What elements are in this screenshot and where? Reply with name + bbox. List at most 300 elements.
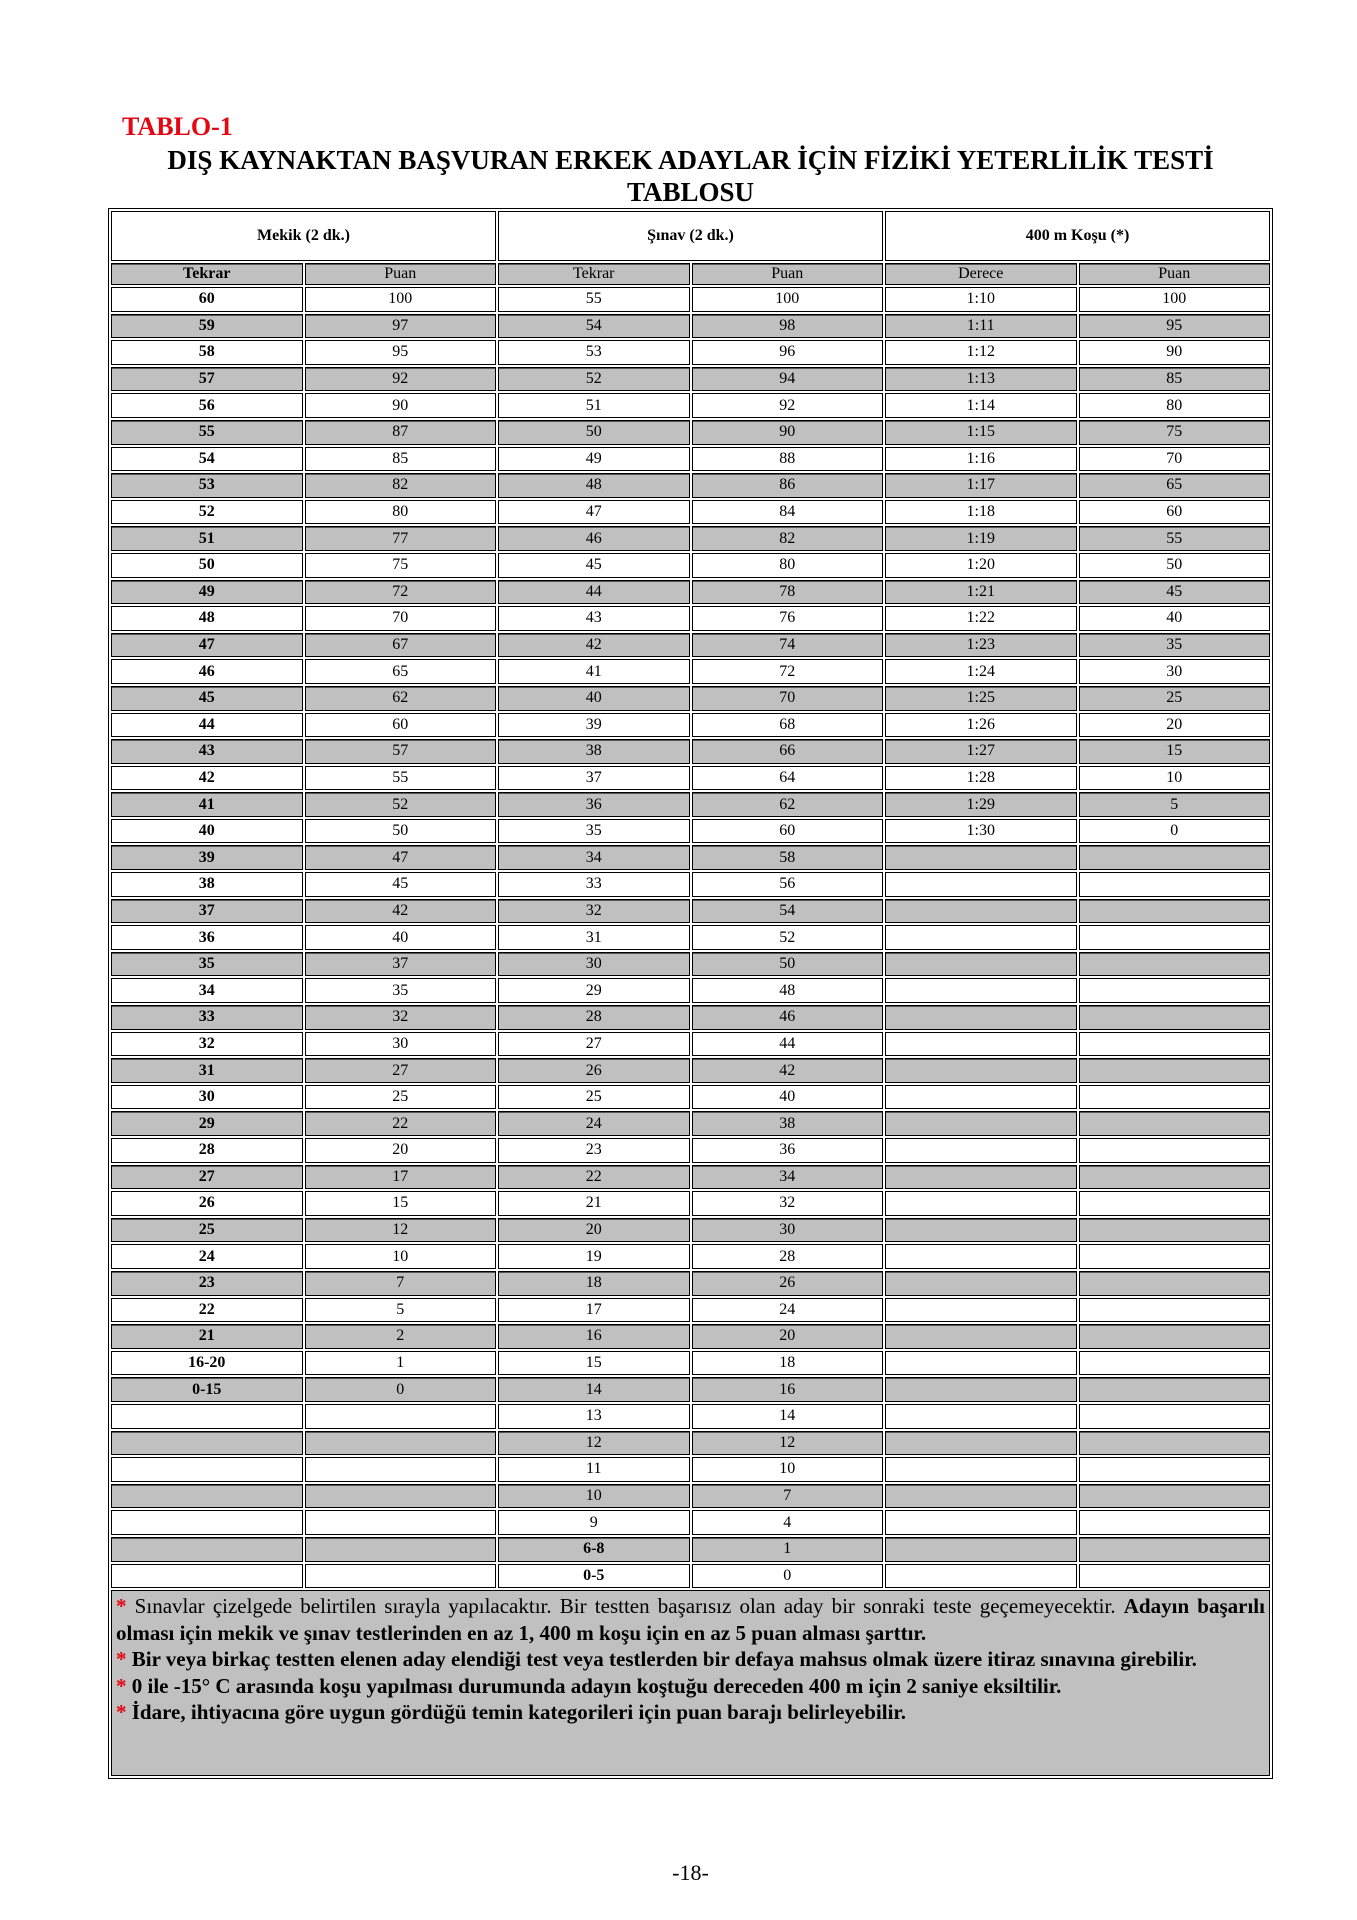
kosu-puan-cell — [1079, 925, 1271, 950]
mekik-tekrar-cell: 31 — [111, 1058, 303, 1083]
sinav-tekrar-cell: 55 — [498, 287, 690, 312]
mekik-tekrar-cell: 53 — [111, 473, 303, 498]
mekik-tekrar-cell: 55 — [111, 420, 303, 445]
sinav-tekrar-cell: 38 — [498, 739, 690, 764]
sinav-puan-cell: 48 — [692, 978, 884, 1003]
mekik-tekrar-cell: 49 — [111, 580, 303, 605]
mekik-puan-cell: 37 — [305, 952, 497, 977]
kosu-derece-cell — [885, 1351, 1077, 1376]
mekik-tekrar-cell: 26 — [111, 1191, 303, 1216]
mekik-puan-cell: 62 — [305, 686, 497, 711]
kosu-derece-cell — [885, 1431, 1077, 1456]
mekik-tekrar-cell: 33 — [111, 1005, 303, 1030]
sinav-puan-cell: 20 — [692, 1324, 884, 1349]
mekik-puan-cell — [305, 1564, 497, 1589]
kosu-puan-cell: 45 — [1079, 580, 1271, 605]
score-table-frame — [108, 208, 1273, 1779]
mekik-puan-cell: 92 — [305, 367, 497, 392]
mekik-puan-cell: 27 — [305, 1058, 497, 1083]
mekik-puan-cell: 42 — [305, 899, 497, 924]
mekik-puan-cell: 35 — [305, 978, 497, 1003]
mekik-tekrar-cell: 60 — [111, 287, 303, 312]
mekik-tekrar-cell: 25 — [111, 1218, 303, 1243]
kosu-derece-cell — [885, 1510, 1077, 1535]
kosu-puan-cell — [1079, 1058, 1271, 1083]
title-line-1: DIŞ KAYNAKTAN BAŞVURAN ERKEK ADAYLAR İÇİN FİZİKİ YETERLİLİK TESTİ — [167, 145, 1214, 175]
sinav-tekrar-cell: 50 — [498, 420, 690, 445]
sinav-tekrar-cell: 26 — [498, 1058, 690, 1083]
sinav-tekrar-cell: 9 — [498, 1510, 690, 1535]
mekik-tekrar-cell: 41 — [111, 792, 303, 817]
kosu-puan-cell: 70 — [1079, 447, 1271, 472]
kosu-derece-cell: 1:20 — [885, 553, 1077, 578]
mekik-tekrar-cell: 45 — [111, 686, 303, 711]
sinav-puan-cell: 96 — [692, 340, 884, 365]
sinav-puan-cell: 12 — [692, 1431, 884, 1456]
mekik-puan-cell: 2 — [305, 1324, 497, 1349]
kosu-derece-cell — [885, 1377, 1077, 1402]
kosu-derece-cell — [885, 952, 1077, 977]
mekik-tekrar-cell: 44 — [111, 713, 303, 738]
kosu-derece-cell — [885, 1298, 1077, 1323]
mekik-puan-cell: 97 — [305, 314, 497, 339]
sinav-tekrar-cell: 35 — [498, 819, 690, 844]
sinav-puan-cell: 80 — [692, 553, 884, 578]
kosu-puan-cell: 25 — [1079, 686, 1271, 711]
mekik-tekrar-cell: 51 — [111, 526, 303, 551]
mekik-tekrar-cell: 0-15 — [111, 1377, 303, 1402]
mekik-tekrar-cell: 39 — [111, 845, 303, 870]
kosu-puan-cell: 20 — [1079, 713, 1271, 738]
sinav-puan-cell: 34 — [692, 1165, 884, 1190]
sinav-tekrar-cell: 42 — [498, 633, 690, 658]
sinav-puan-cell: 98 — [692, 314, 884, 339]
kosu-derece-cell — [885, 872, 1077, 897]
table-label: TABLO-1 — [122, 112, 233, 141]
mekik-puan-cell: 32 — [305, 1005, 497, 1030]
mekik-puan-cell: 90 — [305, 393, 497, 418]
sinav-puan-cell: 16 — [692, 1377, 884, 1402]
sinav-puan-cell: 100 — [692, 287, 884, 312]
kosu-puan-cell: 60 — [1079, 500, 1271, 525]
mekik-tekrar-cell: 30 — [111, 1085, 303, 1110]
mekik-puan-cell — [305, 1537, 497, 1562]
mekik-puan-cell: 52 — [305, 792, 497, 817]
kosu-puan-cell — [1079, 1218, 1271, 1243]
sinav-tekrar-cell: 36 — [498, 792, 690, 817]
sinav-tekrar-cell: 23 — [498, 1138, 690, 1163]
sinav-puan-cell: 90 — [692, 420, 884, 445]
mekik-tekrar-cell — [111, 1510, 303, 1535]
sinav-tekrar-cell: 41 — [498, 659, 690, 684]
sinav-puan-cell: 74 — [692, 633, 884, 658]
kosu-puan-cell: 10 — [1079, 766, 1271, 791]
sinav-tekrar-cell: 25 — [498, 1085, 690, 1110]
mekik-puan-cell — [305, 1457, 497, 1482]
sinav-puan-cell: 24 — [692, 1298, 884, 1323]
kosu-puan-cell: 85 — [1079, 367, 1271, 392]
mekik-tekrar-cell: 40 — [111, 819, 303, 844]
sinav-puan-cell: 38 — [692, 1111, 884, 1136]
sinav-puan-cell: 10 — [692, 1457, 884, 1482]
kosu-derece-cell — [885, 1165, 1077, 1190]
sinav-tekrar-cell: 17 — [498, 1298, 690, 1323]
sinav-puan-cell: 36 — [692, 1138, 884, 1163]
mekik-puan-cell: 72 — [305, 580, 497, 605]
mekik-tekrar-cell: 32 — [111, 1032, 303, 1057]
sinav-puan-cell: 42 — [692, 1058, 884, 1083]
sinav-tekrar-cell: 49 — [498, 447, 690, 472]
mekik-puan-cell: 47 — [305, 845, 497, 870]
mekik-puan-cell: 60 — [305, 713, 497, 738]
kosu-puan-cell — [1079, 1271, 1271, 1296]
sinav-puan-cell: 86 — [692, 473, 884, 498]
kosu-puan-cell — [1079, 899, 1271, 924]
sinav-tekrar-cell: 10 — [498, 1484, 690, 1509]
kosu-derece-cell — [885, 1457, 1077, 1482]
mekik-puan-cell: 67 — [305, 633, 497, 658]
kosu-derece-cell — [885, 1244, 1077, 1269]
kosu-puan-cell: 55 — [1079, 526, 1271, 551]
sinav-tekrar-cell: 16 — [498, 1324, 690, 1349]
note-text-bold: 0 ile -15° C arasında koşu yapılması durumunda adayın koştuğu dereceden 400 m için 2 saniye eksiltilir. — [126, 1673, 1062, 1698]
kosu-derece-cell: 1:10 — [885, 287, 1077, 312]
sinav-tekrar-cell: 13 — [498, 1404, 690, 1429]
kosu-derece-cell: 1:12 — [885, 340, 1077, 365]
sinav-puan-cell: 46 — [692, 1005, 884, 1030]
asterisk-icon: * — [116, 1594, 127, 1619]
kosu-puan-cell: 30 — [1079, 659, 1271, 684]
kosu-derece-cell: 1:19 — [885, 526, 1077, 551]
kosu-derece-cell: 1:27 — [885, 739, 1077, 764]
mekik-puan-cell: 50 — [305, 819, 497, 844]
mekik-puan-cell: 65 — [305, 659, 497, 684]
sinav-puan-cell: 76 — [692, 606, 884, 631]
mekik-tekrar-cell: 37 — [111, 899, 303, 924]
kosu-puan-cell — [1079, 872, 1271, 897]
mekik-puan-cell: 40 — [305, 925, 497, 950]
kosu-derece-cell: 1:25 — [885, 686, 1077, 711]
mekik-tekrar-cell — [111, 1457, 303, 1482]
mekik-puan-cell: 10 — [305, 1244, 497, 1269]
mekik-tekrar-cell: 43 — [111, 739, 303, 764]
kosu-puan-cell — [1079, 1537, 1271, 1562]
mekik-tekrar-cell — [111, 1431, 303, 1456]
mekik-puan-cell: 57 — [305, 739, 497, 764]
kosu-puan-cell — [1079, 1564, 1271, 1589]
mekik-tekrar-cell — [111, 1404, 303, 1429]
mekik-puan-cell: 17 — [305, 1165, 497, 1190]
kosu-derece-cell — [885, 1058, 1077, 1083]
mekik-tekrar-cell: 24 — [111, 1244, 303, 1269]
note-text: Sınavlar çizelgede belirtilen sırayla yapılacaktır. Bir testten başarısız olan aday bir sonraki teste geçemeyecektir. — [126, 1594, 1124, 1619]
mekik-puan-cell: 5 — [305, 1298, 497, 1323]
kosu-puan-cell — [1079, 1111, 1271, 1136]
kosu-puan-cell: 90 — [1079, 340, 1271, 365]
sinav-puan-cell: 18 — [692, 1351, 884, 1376]
title-line-2: TABLOSU — [626, 177, 755, 207]
kosu-derece-cell: 1:30 — [885, 819, 1077, 844]
sinav-puan-cell: 52 — [692, 925, 884, 950]
asterisk-icon: * — [116, 1700, 127, 1725]
sinav-tekrar-subheader: Tekrar — [498, 263, 690, 285]
kosu-puan-cell — [1079, 845, 1271, 870]
mekik-puan-cell: 25 — [305, 1085, 497, 1110]
mekik-puan-cell: 1 — [305, 1351, 497, 1376]
mekik-tekrar-cell: 57 — [111, 367, 303, 392]
sinav-tekrar-cell: 37 — [498, 766, 690, 791]
mekik-puan-cell: 55 — [305, 766, 497, 791]
sinav-tekrar-cell: 11 — [498, 1457, 690, 1482]
mekik-puan-cell — [305, 1431, 497, 1456]
kosu-derece-cell: 1:28 — [885, 766, 1077, 791]
sinav-puan-cell: 30 — [692, 1218, 884, 1243]
score-table — [111, 211, 1270, 1588]
sinav-puan-subheader: Puan — [692, 263, 884, 285]
kosu-puan-cell: 80 — [1079, 393, 1271, 418]
sinav-tekrar-cell: 0-5 — [498, 1564, 690, 1589]
mekik-header: Mekik (2 dk.) — [111, 211, 496, 261]
sinav-puan-cell: 28 — [692, 1244, 884, 1269]
mekik-tekrar-cell: 56 — [111, 393, 303, 418]
mekik-tekrar-cell: 47 — [111, 633, 303, 658]
note-text-bold: İdare, ihtiyacına göre uygun gördüğü temin kategorileri için puan barajı belirleyebilir. — [126, 1700, 907, 1725]
kosu-puan-cell — [1079, 1165, 1271, 1190]
mekik-tekrar-cell: 35 — [111, 952, 303, 977]
kosu-header: 400 m Koşu (*) — [885, 211, 1270, 261]
sinav-puan-cell: 66 — [692, 739, 884, 764]
kosu-puan-cell — [1079, 1484, 1271, 1509]
kosu-derece-cell — [885, 1404, 1077, 1429]
kosu-derece-cell — [885, 1085, 1077, 1110]
sinav-puan-cell: 7 — [692, 1484, 884, 1509]
mekik-tekrar-cell: 50 — [111, 553, 303, 578]
kosu-derece-cell: 1:15 — [885, 420, 1077, 445]
note-4 — [116, 1699, 1265, 1726]
sinav-tekrar-cell: 29 — [498, 978, 690, 1003]
kosu-derece-cell — [885, 1005, 1077, 1030]
kosu-derece-cell: 1:29 — [885, 792, 1077, 817]
sinav-tekrar-cell: 52 — [498, 367, 690, 392]
note-text-bold: Adayın başarılı olması için mekik ve şınav testlerinden en az 1, 400 m koşu için en az 5 puan alması şarttır. — [116, 1594, 1265, 1645]
mekik-puan-cell — [305, 1484, 497, 1509]
sinav-puan-cell: 4 — [692, 1510, 884, 1535]
kosu-puan-cell — [1079, 1191, 1271, 1216]
sinav-puan-cell: 56 — [692, 872, 884, 897]
sinav-tekrar-cell: 48 — [498, 473, 690, 498]
kosu-puan-cell — [1079, 978, 1271, 1003]
mekik-tekrar-cell: 58 — [111, 340, 303, 365]
mekik-puan-cell: 70 — [305, 606, 497, 631]
mekik-tekrar-cell: 28 — [111, 1138, 303, 1163]
sinav-puan-cell: 88 — [692, 447, 884, 472]
kosu-derece-cell — [885, 1191, 1077, 1216]
mekik-tekrar-cell: 23 — [111, 1271, 303, 1296]
kosu-puan-cell — [1079, 1351, 1271, 1376]
kosu-derece-cell: 1:17 — [885, 473, 1077, 498]
mekik-puan-cell: 100 — [305, 287, 497, 312]
mekik-tekrar-cell — [111, 1564, 303, 1589]
mekik-tekrar-cell — [111, 1537, 303, 1562]
page-title — [108, 144, 1273, 208]
mekik-puan-cell: 75 — [305, 553, 497, 578]
kosu-puan-cell: 40 — [1079, 606, 1271, 631]
kosu-derece-cell: 1:21 — [885, 580, 1077, 605]
sinav-tekrar-cell: 53 — [498, 340, 690, 365]
mekik-tekrar-cell: 42 — [111, 766, 303, 791]
kosu-puan-cell — [1079, 1377, 1271, 1402]
kosu-derece-cell — [885, 1324, 1077, 1349]
kosu-derece-cell — [885, 1111, 1077, 1136]
kosu-derece-cell: 1:26 — [885, 713, 1077, 738]
sinav-puan-cell: 32 — [692, 1191, 884, 1216]
mekik-puan-cell: 87 — [305, 420, 497, 445]
note-1 — [116, 1593, 1265, 1646]
mekik-puan-cell — [305, 1404, 497, 1429]
note-text-bold: Bir veya birkaç testten elenen aday elendiği test veya testlerden bir defaya mahsus olmak üzere itiraz sınavına girebilir. — [126, 1647, 1197, 1672]
kosu-derece-cell: 1:13 — [885, 367, 1077, 392]
mekik-puan-cell: 82 — [305, 473, 497, 498]
mekik-tekrar-cell: 16-20 — [111, 1351, 303, 1376]
sinav-puan-cell: 78 — [692, 580, 884, 605]
sinav-tekrar-cell: 14 — [498, 1377, 690, 1402]
kosu-derece-cell — [885, 925, 1077, 950]
sinav-tekrar-cell: 44 — [498, 580, 690, 605]
sinav-tekrar-cell: 43 — [498, 606, 690, 631]
kosu-puan-subheader: Puan — [1079, 263, 1271, 285]
sinav-puan-cell: 14 — [692, 1404, 884, 1429]
mekik-puan-cell: 22 — [305, 1111, 497, 1136]
sinav-puan-cell: 58 — [692, 845, 884, 870]
mekik-puan-cell — [305, 1510, 497, 1535]
kosu-puan-cell: 15 — [1079, 739, 1271, 764]
kosu-derece-cell: 1:14 — [885, 393, 1077, 418]
kosu-derece-cell — [885, 1218, 1077, 1243]
kosu-puan-cell — [1079, 1324, 1271, 1349]
kosu-puan-cell: 75 — [1079, 420, 1271, 445]
kosu-derece-cell: 1:18 — [885, 500, 1077, 525]
sinav-header: Şınav (2 dk.) — [498, 211, 883, 261]
kosu-puan-cell: 5 — [1079, 792, 1271, 817]
mekik-tekrar-cell: 34 — [111, 978, 303, 1003]
kosu-puan-cell: 50 — [1079, 553, 1271, 578]
kosu-puan-cell — [1079, 1032, 1271, 1057]
kosu-derece-cell: 1:23 — [885, 633, 1077, 658]
page-number: -18- — [672, 1860, 709, 1885]
sinav-tekrar-cell: 45 — [498, 553, 690, 578]
mekik-tekrar-cell: 27 — [111, 1165, 303, 1190]
mekik-puan-cell: 12 — [305, 1218, 497, 1243]
note-3 — [116, 1673, 1265, 1700]
sinav-tekrar-cell: 15 — [498, 1351, 690, 1376]
mekik-tekrar-cell: 52 — [111, 500, 303, 525]
mekik-puan-subheader: Puan — [305, 263, 497, 285]
kosu-puan-cell — [1079, 1298, 1271, 1323]
sinav-puan-cell: 84 — [692, 500, 884, 525]
sinav-puan-cell: 0 — [692, 1564, 884, 1589]
kosu-puan-cell — [1079, 952, 1271, 977]
kosu-puan-cell — [1079, 1404, 1271, 1429]
sinav-tekrar-cell: 33 — [498, 872, 690, 897]
mekik-tekrar-cell: 36 — [111, 925, 303, 950]
sinav-tekrar-cell: 22 — [498, 1165, 690, 1190]
kosu-puan-cell: 35 — [1079, 633, 1271, 658]
kosu-puan-cell: 100 — [1079, 287, 1271, 312]
mekik-puan-cell: 95 — [305, 340, 497, 365]
note-2 — [116, 1646, 1265, 1673]
kosu-derece-cell — [885, 1032, 1077, 1057]
notes-box — [111, 1590, 1270, 1776]
mekik-puan-cell: 80 — [305, 500, 497, 525]
mekik-puan-cell: 15 — [305, 1191, 497, 1216]
sinav-puan-cell: 60 — [692, 819, 884, 844]
kosu-puan-cell — [1079, 1510, 1271, 1535]
sinav-puan-cell: 92 — [692, 393, 884, 418]
kosu-derece-subheader: Derece — [885, 263, 1077, 285]
kosu-derece-cell: 1:11 — [885, 314, 1077, 339]
mekik-tekrar-cell: 38 — [111, 872, 303, 897]
kosu-derece-cell: 1:22 — [885, 606, 1077, 631]
kosu-puan-cell: 65 — [1079, 473, 1271, 498]
sinav-tekrar-cell: 6-8 — [498, 1537, 690, 1562]
sinav-tekrar-cell: 31 — [498, 925, 690, 950]
sinav-tekrar-cell: 28 — [498, 1005, 690, 1030]
kosu-puan-cell — [1079, 1431, 1271, 1456]
mekik-puan-cell: 85 — [305, 447, 497, 472]
kosu-derece-cell — [885, 845, 1077, 870]
kosu-puan-cell — [1079, 1005, 1271, 1030]
sinav-tekrar-cell: 24 — [498, 1111, 690, 1136]
kosu-derece-cell: 1:24 — [885, 659, 1077, 684]
kosu-derece-cell — [885, 978, 1077, 1003]
mekik-puan-cell: 30 — [305, 1032, 497, 1057]
sinav-tekrar-cell: 12 — [498, 1431, 690, 1456]
mekik-tekrar-subheader: Tekrar — [111, 263, 303, 285]
mekik-tekrar-cell: 46 — [111, 659, 303, 684]
sinav-puan-cell: 26 — [692, 1271, 884, 1296]
mekik-tekrar-cell: 59 — [111, 314, 303, 339]
kosu-derece-cell — [885, 1271, 1077, 1296]
sinav-tekrar-cell: 30 — [498, 952, 690, 977]
sinav-puan-cell: 64 — [692, 766, 884, 791]
kosu-puan-cell — [1079, 1138, 1271, 1163]
mekik-puan-cell: 0 — [305, 1377, 497, 1402]
sinav-puan-cell: 40 — [692, 1085, 884, 1110]
sinav-tekrar-cell: 54 — [498, 314, 690, 339]
sinav-puan-cell: 50 — [692, 952, 884, 977]
mekik-tekrar-cell — [111, 1484, 303, 1509]
mekik-tekrar-cell: 48 — [111, 606, 303, 631]
sinav-tekrar-cell: 34 — [498, 845, 690, 870]
sinav-puan-cell: 72 — [692, 659, 884, 684]
sinav-tekrar-cell: 46 — [498, 526, 690, 551]
asterisk-icon: * — [116, 1673, 127, 1698]
asterisk-icon: * — [116, 1647, 127, 1672]
sinav-tekrar-cell: 47 — [498, 500, 690, 525]
kosu-puan-cell — [1079, 1244, 1271, 1269]
sinav-tekrar-cell: 27 — [498, 1032, 690, 1057]
mekik-puan-cell: 45 — [305, 872, 497, 897]
sinav-tekrar-cell: 32 — [498, 899, 690, 924]
sinav-puan-cell: 94 — [692, 367, 884, 392]
sinav-tekrar-cell: 51 — [498, 393, 690, 418]
sinav-tekrar-cell: 40 — [498, 686, 690, 711]
sinav-tekrar-cell: 19 — [498, 1244, 690, 1269]
mekik-tekrar-cell: 21 — [111, 1324, 303, 1349]
mekik-puan-cell: 7 — [305, 1271, 497, 1296]
sinav-tekrar-cell: 18 — [498, 1271, 690, 1296]
sinav-puan-cell: 62 — [692, 792, 884, 817]
